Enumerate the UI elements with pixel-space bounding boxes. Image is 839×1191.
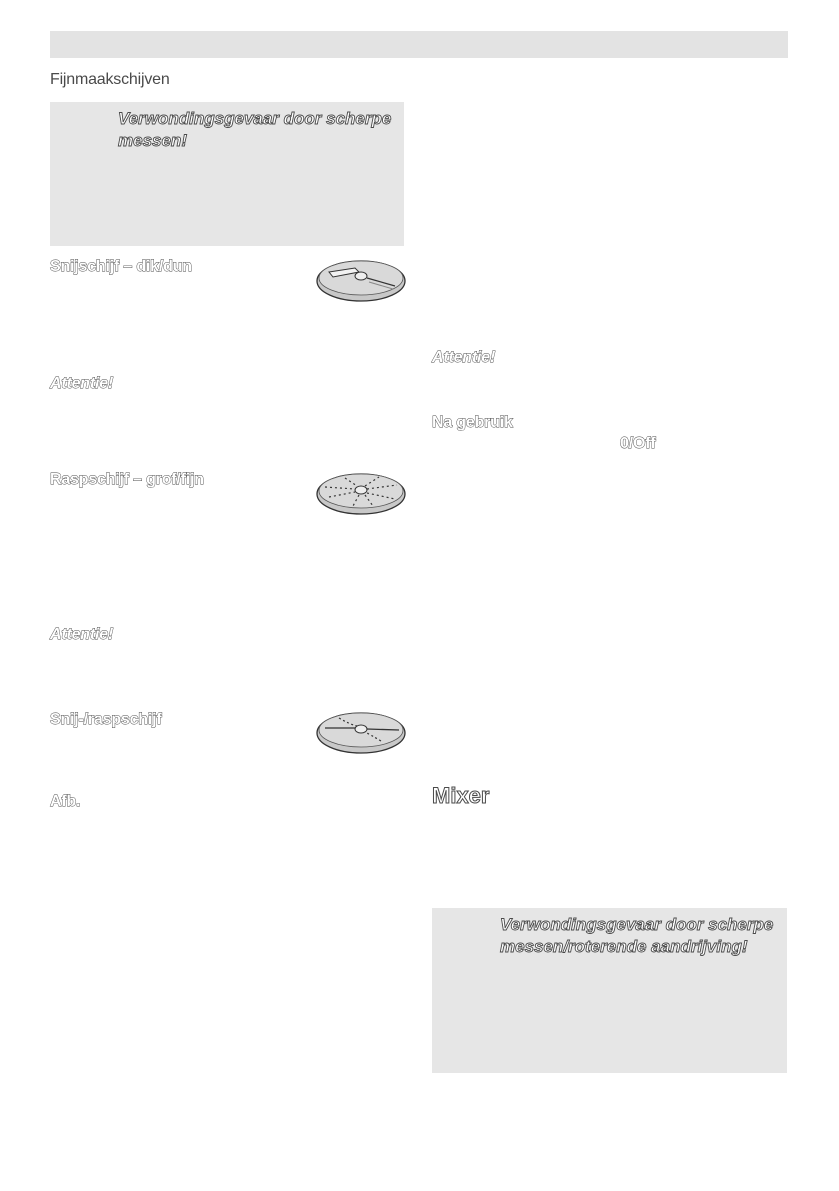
mixer-heading: Mixer (432, 783, 490, 808)
section-title: Fijnmaakschijven (50, 71, 170, 88)
attention-label-right-1: Attentie! (432, 349, 496, 366)
switch-off-label: 0/Off (620, 435, 656, 452)
slicing-grating-disc-label: Snij-/raspschijf (50, 711, 162, 728)
header-bar (50, 31, 788, 58)
mixer-warning-line-1: Verwondingsgevaar door scherpe (500, 915, 774, 934)
grating-disc-label: Raspschijf – grof/fijn (50, 471, 204, 488)
mixer-warning-line-2: messen/roterende aandrijving! (500, 937, 748, 956)
after-use-heading: Na gebruik (432, 414, 513, 431)
slicing-disc-icon (315, 256, 407, 304)
slicing-disc-label: Snijschijf – dik/dun (50, 258, 192, 275)
warning-line-2: messen! (118, 131, 187, 150)
attention-label-left-1: Attentie! (50, 375, 114, 392)
grating-disc-icon (315, 469, 407, 517)
attention-label-left-2: Attentie! (50, 626, 114, 643)
warning-line-1: Verwondingsgevaar door scherpe (118, 109, 392, 128)
slicing-grating-disc-icon (315, 708, 407, 756)
figure-label: Afb. (50, 793, 81, 810)
